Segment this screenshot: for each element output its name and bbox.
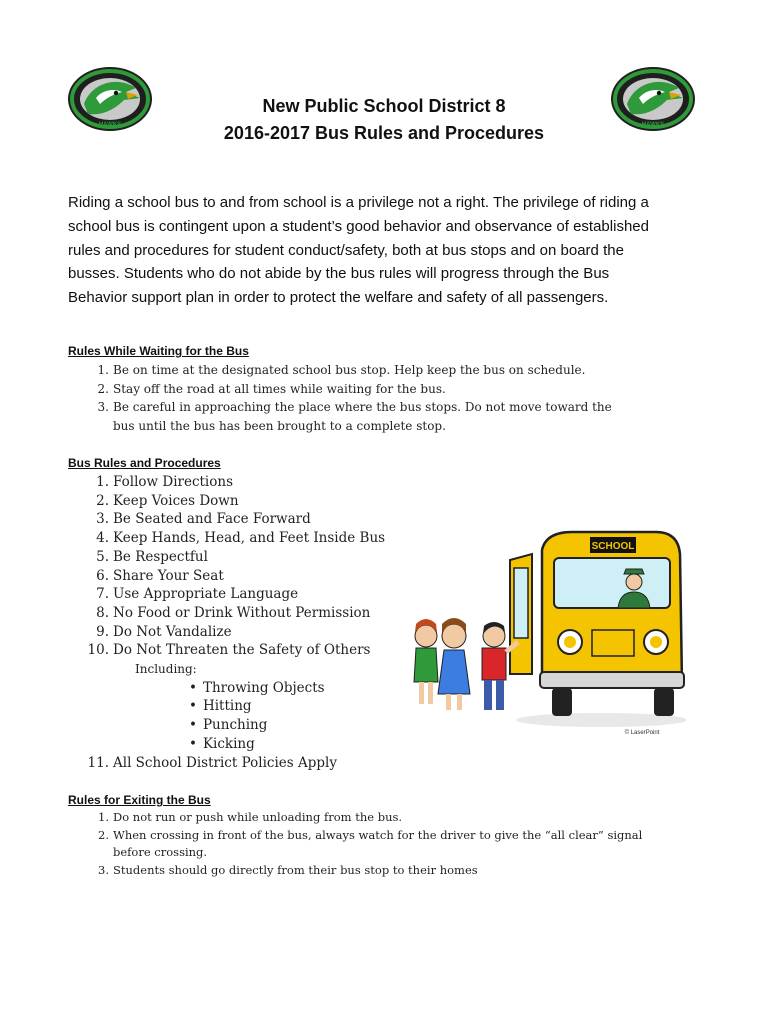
item-text: Be careful in approaching the place where the bus stops. Do not move toward the (113, 400, 612, 414)
item-text: Follow Directions (113, 474, 234, 490)
bus-rules-list (87, 473, 386, 772)
item-text: Be Respectful (113, 548, 208, 565)
intro-line: Riding a school bus to and from school is a privilege not a right. The privilege of riding a (68, 194, 649, 211)
bullet-item: • Kicking (189, 735, 385, 754)
item-number: 2. (98, 827, 109, 842)
item-number: 1. (98, 810, 109, 824)
list-item (96, 492, 385, 511)
item-text: Share Your Seat (113, 567, 224, 584)
item-text: Keep Voices Down (113, 492, 239, 509)
list-item (87, 754, 385, 773)
list-item (96, 623, 385, 642)
illustration-copyright: © LaserPoint (624, 730, 660, 736)
item-text: Students should go directly from their bus stop to their homes (113, 862, 478, 877)
item-number: 2. (96, 492, 109, 509)
item-number: 3. (98, 862, 109, 877)
list-item (96, 548, 385, 567)
logo-text-left: HAWKS (98, 122, 122, 128)
list-item (98, 809, 642, 827)
list-item (96, 567, 385, 586)
item-text: No Food or Drink Without Permission (113, 604, 371, 621)
item-text: When crossing in front of the bus, always watch for the driver to give the “all clear” signal (113, 827, 643, 842)
bullet-item: • Punching (189, 716, 385, 735)
school-bus-illustration (412, 524, 686, 740)
item-number: 6. (96, 567, 109, 584)
list-item (87, 641, 385, 660)
item-text: before crossing. (113, 845, 208, 860)
list-item (97, 380, 612, 399)
logo-text-right: HAWKS (641, 122, 665, 128)
list-item (97, 398, 612, 417)
district-title: New Public School District 8 (262, 96, 506, 116)
item-text: Keep Hands, Head, and Feet Inside Bus (113, 530, 386, 547)
item-number: 1. (96, 474, 109, 490)
intro-line: busses. Students who do not abide by the bus rules will progress through the Bus (68, 265, 610, 283)
item-number: 5. (96, 548, 109, 565)
item-number: 11. (87, 754, 109, 771)
list-item-continuation (113, 844, 642, 862)
item-number: 8. (96, 604, 109, 621)
item-text: Do Not Vandalize (113, 623, 232, 640)
waiting-rules-list (97, 361, 612, 435)
item-text: Stay off the road at all times while waiting for the bus. (113, 381, 446, 396)
item-text: Be Seated and Face Forward (113, 511, 311, 528)
intro-line: Behavior support plan in order to protect the welfare and safety of all passengers. (68, 289, 609, 307)
list-item (98, 827, 643, 845)
document-title: 2016-2017 Bus Rules and Procedures (223, 123, 545, 143)
list-item (96, 585, 385, 604)
list-item-continuation (113, 417, 612, 436)
bullet-item: • Hitting (189, 697, 385, 716)
list-item (96, 604, 385, 623)
item-number: 3. (96, 511, 109, 528)
sub-list-container (113, 679, 385, 754)
intro-line: school bus is contingent upon a student’s good behavior and observance of established (68, 217, 649, 235)
item-number: 2. (97, 381, 109, 396)
bullet-item: • Throwing Objects (189, 679, 385, 698)
item-number: 9. (96, 623, 109, 640)
item-text: Do Not Threaten the Safety of Others (113, 642, 371, 659)
exiting-rules-heading: Rules for Exiting the Bus (68, 793, 211, 807)
item-text: Do not run or push while unloading from the bus. (113, 810, 403, 824)
list-item (98, 862, 642, 880)
exiting-rules-list (98, 809, 643, 879)
intro-paragraph (68, 191, 708, 310)
waiting-rules-heading: Rules While Waiting for the Bus (68, 344, 249, 358)
item-number: 7. (96, 586, 109, 603)
item-number: 3. (97, 400, 109, 414)
item-number: 10. (87, 642, 109, 659)
item-text: Be on time at the designated school bus stop. Help keep the bus on schedule. (113, 363, 586, 377)
item-text: bus until the bus has been brought to a complete stop. (113, 418, 446, 433)
intro-line: rules and procedures for student conduct/safety, both at bus stops and on board the (68, 241, 624, 259)
list-item (96, 473, 385, 492)
item-number: 1. (97, 363, 109, 377)
item-text: Use Appropriate Language (113, 586, 299, 603)
sub-list (113, 679, 385, 754)
list-item (97, 361, 612, 380)
item-text: All School District Policies Apply (113, 754, 337, 771)
list-item (96, 510, 385, 529)
including-label: Including: (135, 662, 197, 677)
bus-rules-heading: Bus Rules and Procedures (68, 456, 221, 470)
list-item (96, 529, 386, 548)
item-number: 4. (96, 530, 109, 547)
bus-school-sign: SCHOOL (591, 541, 635, 552)
